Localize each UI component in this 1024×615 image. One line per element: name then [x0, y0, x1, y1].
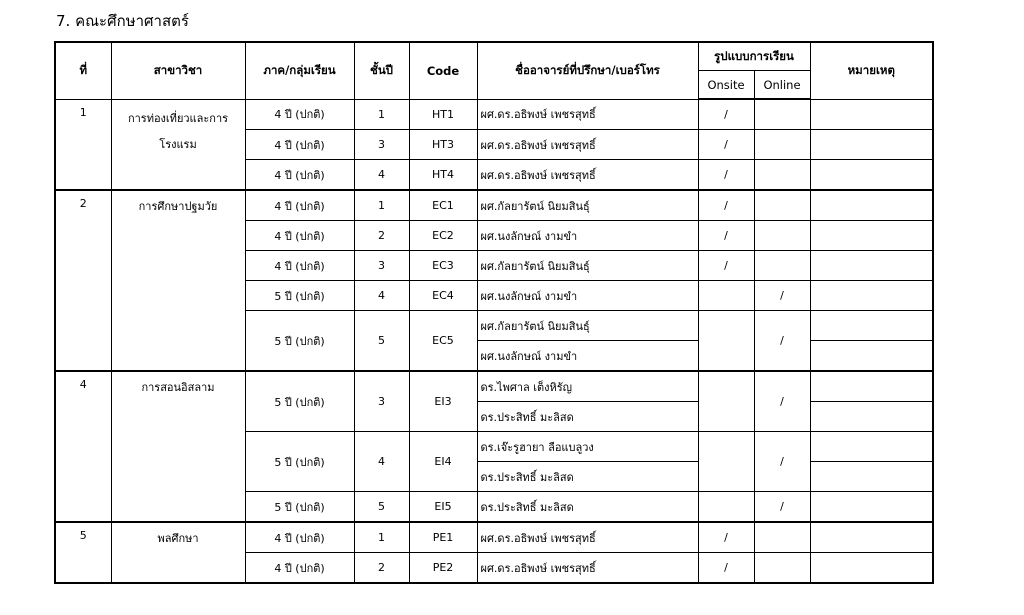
onsite-cell	[698, 311, 754, 372]
advisor-cell: ผศ.ดร.อธิพงษ์ เพชรสุทธิ์	[477, 522, 698, 553]
onsite-cell: /	[698, 99, 754, 130]
term-cell: 5 ปี (ปกติ)	[245, 492, 354, 523]
term-cell: 4 ปี (ปกติ)	[245, 251, 354, 281]
row-number: 2	[55, 190, 111, 371]
header-study-mode: รูปแบบการเรียน	[698, 42, 810, 71]
term-cell: 4 ปี (ปกติ)	[245, 190, 354, 221]
year-cell: 2	[354, 221, 409, 251]
major-name: การสอนอิสลาม	[111, 371, 245, 522]
major-name: พลศึกษา	[111, 522, 245, 583]
advisor-cell: ผศ.ดร.อธิพงษ์ เพชรสุทธิ์	[477, 160, 698, 191]
onsite-cell: /	[698, 190, 754, 221]
online-cell	[754, 553, 810, 584]
year-cell: 1	[354, 99, 409, 130]
online-cell	[754, 251, 810, 281]
major-line: โรงแรม	[159, 137, 197, 151]
header-onsite: Onsite	[698, 71, 754, 100]
remark-cell	[810, 311, 933, 341]
term-cell: 4 ปี (ปกติ)	[245, 221, 354, 251]
header-remark: หมายเหตุ	[810, 42, 933, 99]
table-row	[55, 522, 933, 553]
online-cell: /	[754, 492, 810, 523]
major-name: การศึกษาปฐมวัย	[111, 190, 245, 371]
code-cell: HT3	[409, 130, 477, 160]
header-year: ชั้นปี	[354, 42, 409, 99]
row-number: 1	[55, 99, 111, 190]
remark-cell	[810, 130, 933, 160]
code-cell: EC3	[409, 251, 477, 281]
year-cell: 4	[354, 281, 409, 311]
advisor-cell: ผศ.กัลยารัตน์ นิยมสินธุ์	[477, 190, 698, 221]
remark-cell	[810, 402, 933, 432]
term-cell: 5 ปี (ปกติ)	[245, 432, 354, 492]
advisor-cell: ดร.เจ๊ะรูฮายา ลือแบลูวง	[477, 432, 698, 462]
onsite-cell: /	[698, 130, 754, 160]
advisor-cell: ผศ.ดร.อธิพงษ์ เพชรสุทธิ์	[477, 130, 698, 160]
advisor-cell: ผศ.กัลยารัตน์ นิยมสินธุ์	[477, 311, 698, 341]
remark-cell	[810, 553, 933, 584]
remark-cell	[810, 160, 933, 191]
onsite-cell	[698, 371, 754, 432]
header-code: Code	[409, 42, 477, 99]
remark-cell	[810, 99, 933, 130]
header-online: Online	[754, 71, 810, 100]
code-cell: EC5	[409, 311, 477, 372]
code-cell: HT4	[409, 160, 477, 191]
code-cell: HT1	[409, 99, 477, 130]
onsite-cell: /	[698, 160, 754, 191]
year-cell: 5	[354, 492, 409, 523]
table-row	[55, 99, 933, 130]
year-cell: 5	[354, 311, 409, 372]
remark-cell	[810, 522, 933, 553]
remark-cell	[810, 281, 933, 311]
term-cell: 5 ปี (ปกติ)	[245, 371, 354, 432]
year-cell: 2	[354, 553, 409, 584]
term-cell: 4 ปี (ปกติ)	[245, 522, 354, 553]
row-number: 5	[55, 522, 111, 583]
code-cell: PE1	[409, 522, 477, 553]
code-cell: EC1	[409, 190, 477, 221]
year-cell: 4	[354, 160, 409, 191]
remark-cell	[810, 190, 933, 221]
advisor-cell: ดร.ประสิทธิ์ มะลิสด	[477, 402, 698, 432]
advisor-cell: ผศ.นงลักษณ์ งามขำ	[477, 341, 698, 372]
code-cell: PE2	[409, 553, 477, 584]
onsite-cell	[698, 432, 754, 492]
term-cell: 4 ปี (ปกติ)	[245, 99, 354, 130]
major-name	[111, 99, 245, 190]
remark-cell	[810, 221, 933, 251]
onsite-cell: /	[698, 221, 754, 251]
year-cell: 1	[354, 190, 409, 221]
onsite-cell: /	[698, 522, 754, 553]
term-cell: 4 ปี (ปกติ)	[245, 553, 354, 584]
year-cell: 4	[354, 432, 409, 492]
remark-cell	[810, 462, 933, 492]
year-cell: 3	[354, 251, 409, 281]
advisor-cell: ดร.ไพศาล เต็งหิรัญ	[477, 371, 698, 402]
advisor-cell: ผศ.นงลักษณ์ งามขำ	[477, 221, 698, 251]
term-cell: 4 ปี (ปกติ)	[245, 130, 354, 160]
year-cell: 3	[354, 371, 409, 432]
year-cell: 1	[354, 522, 409, 553]
online-cell	[754, 99, 810, 130]
header-no: ที่	[55, 42, 111, 99]
header-advisor: ชื่ออาจารย์ที่ปรึกษา/เบอร์โทร	[477, 42, 698, 99]
advisor-cell: ดร.ประสิทธิ์ มะลิสด	[477, 492, 698, 523]
header-major: สาขาวิชา	[111, 42, 245, 99]
online-cell	[754, 160, 810, 191]
remark-cell	[810, 251, 933, 281]
advisor-table	[54, 41, 934, 584]
table-row	[55, 371, 933, 402]
online-cell: /	[754, 311, 810, 372]
onsite-cell	[698, 281, 754, 311]
online-cell: /	[754, 371, 810, 432]
code-cell: EC2	[409, 221, 477, 251]
term-cell: 5 ปี (ปกติ)	[245, 281, 354, 311]
advisor-cell: ผศ.ดร.อธิพงษ์ เพชรสุทธิ์	[477, 553, 698, 584]
online-cell: /	[754, 281, 810, 311]
row-number: 4	[55, 371, 111, 522]
remark-cell	[810, 432, 933, 462]
code-cell: EI3	[409, 371, 477, 432]
advisor-cell: ผศ.นงลักษณ์ งามขำ	[477, 281, 698, 311]
table-row	[55, 190, 933, 221]
online-cell: /	[754, 432, 810, 492]
advisor-cell: ผศ.กัลยารัตน์ นิยมสินธุ์	[477, 251, 698, 281]
section-heading: 7. คณะศึกษาศาสตร์	[56, 12, 189, 30]
onsite-cell: /	[698, 251, 754, 281]
code-cell: EC4	[409, 281, 477, 311]
online-cell	[754, 221, 810, 251]
term-cell: 4 ปี (ปกติ)	[245, 160, 354, 191]
term-cell: 5 ปี (ปกติ)	[245, 311, 354, 372]
major-line: การท่องเที่ยวและการ	[127, 111, 229, 125]
remark-cell	[810, 341, 933, 372]
header-term: ภาค/กลุ่มเรียน	[245, 42, 354, 99]
online-cell	[754, 130, 810, 160]
advisor-cell: ดร.ประสิทธิ์ มะลิสด	[477, 462, 698, 492]
online-cell	[754, 190, 810, 221]
remark-cell	[810, 371, 933, 402]
code-cell: EI5	[409, 492, 477, 523]
onsite-cell: /	[698, 553, 754, 584]
advisor-cell: ผศ.ดร.อธิพงษ์ เพชรสุทธิ์	[477, 99, 698, 130]
online-cell	[754, 522, 810, 553]
code-cell: EI4	[409, 432, 477, 492]
year-cell: 3	[354, 130, 409, 160]
onsite-cell	[698, 492, 754, 523]
remark-cell	[810, 492, 933, 523]
